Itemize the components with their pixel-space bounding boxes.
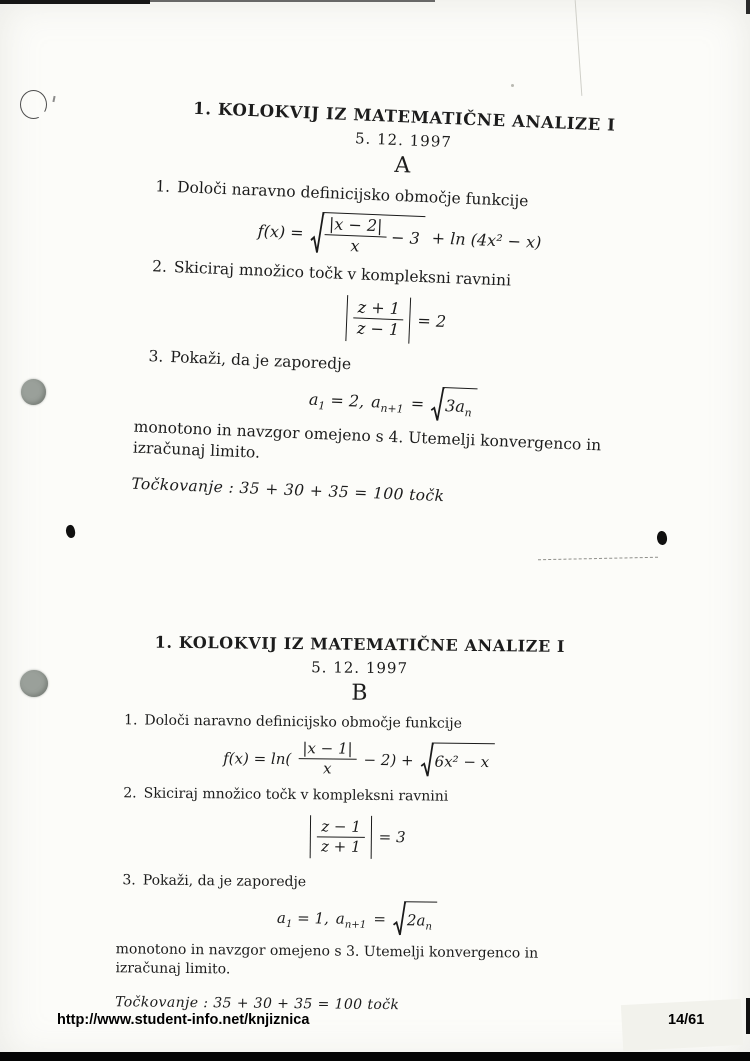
scoring-note: Točkovanje : 35 + 30 + 35 = 100 točk [131,474,445,505]
scan-edge-artifact [150,0,435,2]
formula-lhs: f(x) = ln( [223,749,292,768]
fraction-numerator: |x − 2| [325,215,387,238]
problem-number: 2. [151,257,168,276]
problem-number: 3. [148,346,164,366]
exam-section-b [91,632,625,1016]
square-root [420,742,494,778]
ink-blot [656,530,668,546]
sequence-term: $a_1 = 1$, [276,908,329,930]
hole-punch [21,379,46,405]
fraction-numerator: |x − 1| [298,740,356,760]
scoring-note: Točkovanje : 35 + 30 + 35 = 100 točk [115,994,400,1014]
problem-3-continuation: monotono in navzgor omejeno s 3. Utemelji konvergenco in izračunaj limito. [115,941,539,978]
scan-edge-artifact [0,1052,750,1061]
formula-lhs: f(x) = [257,221,305,243]
problem-text: Pokaži, da je zaporedje [142,872,307,891]
exam-group-letter: B [351,680,368,706]
ink-blot [65,524,77,539]
fraction-denominator: z + 1 [320,837,361,856]
exam-title: 1. KOLOKVIJ IZ MATEMATIČNE ANALIZE I [154,632,566,656]
paper-crease [575,0,583,96]
formula-a2 [116,286,677,354]
ink-speck [511,84,514,87]
sequence-term: $a_{n+1}$ [370,391,404,416]
equals-sign: = [410,393,425,414]
formula-b1 [93,738,623,781]
problem-text: Skiciraj množico točk v kompleksni ravnini [173,257,512,290]
fraction [324,215,387,257]
formula-b2 [93,812,623,861]
exam-group-letter: A [393,152,411,179]
exam-date: 5. 12. 1997 [311,658,409,678]
problem-text: Določi naravno definicijsko območje funkcije [176,178,529,211]
footer-page-number: 14/61 [668,1012,705,1028]
problem-text: Pokaži, da je zaporedje [170,347,352,373]
scan-edge-artifact [746,0,750,14]
scan-edge-artifact [0,0,150,4]
fraction-numerator: z − 1 [317,818,365,838]
fraction [298,740,357,778]
radicand: $3a_n$ [444,396,472,420]
absolute-value [345,295,411,343]
footer-source-url: http://www.student-info.net/knjiznica [57,1012,310,1028]
problem-3 [92,872,622,894]
exam-title: 1. KOLOKVIJ IZ MATEMATIČNE ANALIZE I [192,98,616,135]
fraction [317,818,365,856]
fraction-denominator: z − 1 [356,318,400,340]
formula-b3 [92,898,622,939]
problem-1 [94,712,624,734]
problem-number: 1. [155,177,171,196]
problem-number: 2. [123,784,137,801]
problem-number: 3. [122,872,136,889]
hole-punch [20,670,48,697]
formula-part: − 3 [390,228,421,249]
sequence-term: $a_1 = 2$, [308,389,365,413]
ink-speck [52,96,55,102]
exam-section-a [109,96,684,514]
problem-number: 1. [123,712,138,729]
square-root [393,901,437,937]
formula-part: − 2) + [363,750,414,770]
fraction [353,298,405,340]
square-root [310,212,426,259]
exam-date: 5. 12. 1997 [354,129,453,152]
dashed-pencil-line [538,557,658,561]
formula-rhs: = 2 [417,311,447,332]
fraction-denominator: x [322,759,332,778]
problem-2 [93,784,623,806]
formula-tail: + ln (4x² − x) [431,228,542,252]
equals-sign: = [373,909,387,928]
radicand: 6x² − x [434,752,490,772]
formula-rhs: = 3 [378,828,406,847]
problem-text: Skiciraj množico točk v kompleksni ravnini [143,785,449,805]
absolute-value [310,815,372,859]
square-root [430,386,477,423]
fraction-numerator: z + 1 [353,298,404,320]
problem-3-continuation: monotono in navzgor omejeno s 4. Utemelji konvergenco in izračunaj limito. [132,417,602,462]
fraction-denominator: x [350,236,360,256]
scan-edge-artifact [746,998,750,1034]
problem-text: Določi naravno definicijsko območje funkcije [144,712,462,732]
sequence-term: $a_{n+1}$ [335,909,367,931]
radicand: $2a_n$ [406,911,433,933]
